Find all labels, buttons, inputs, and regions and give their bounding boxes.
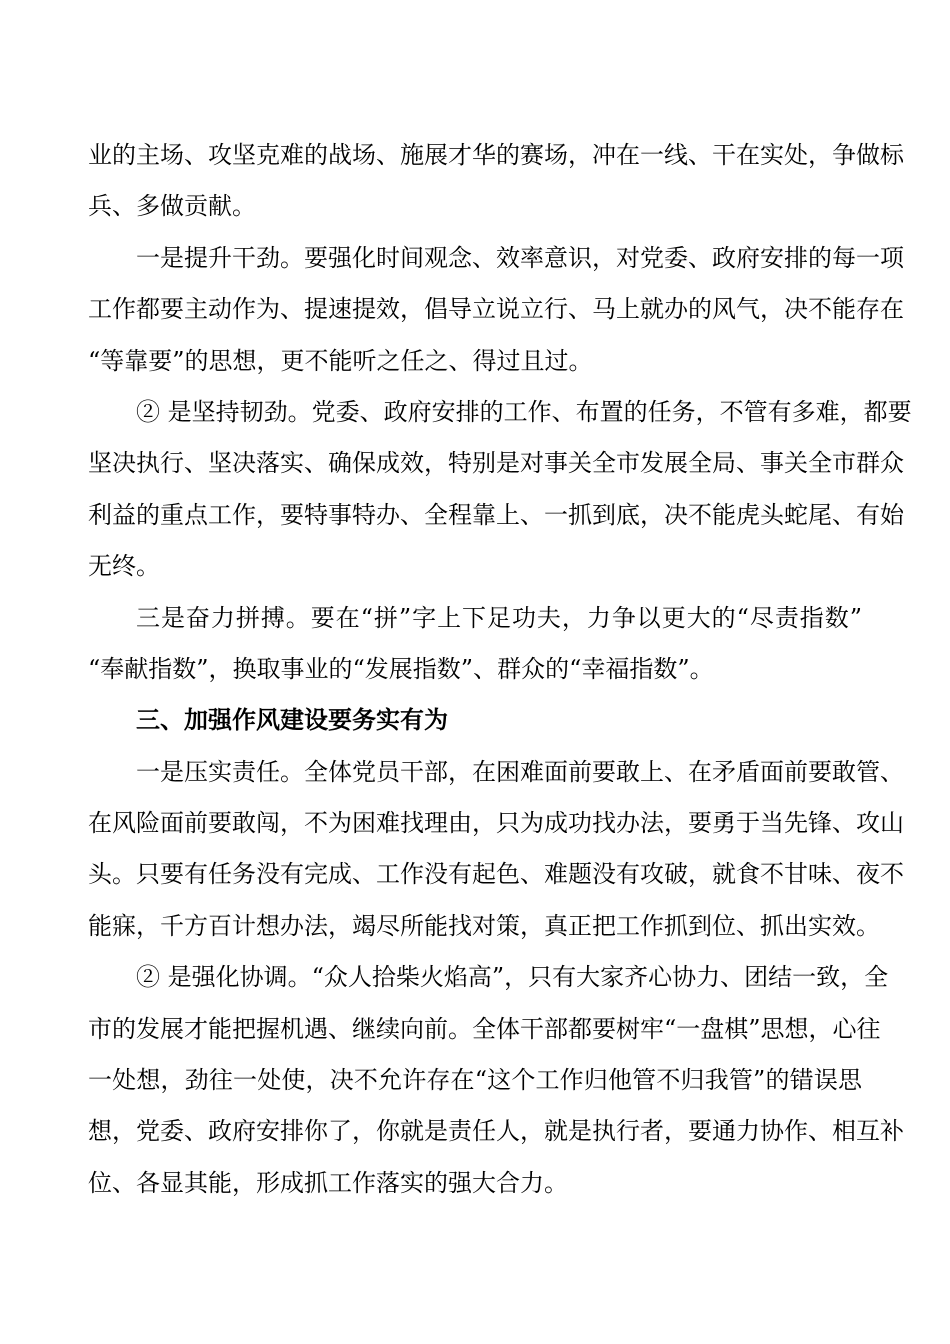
text-line: “奉献指数”，换取事业的“发展指数”、群众的“幸福指数”。 [88, 654, 714, 683]
paragraph-boost-drive [88, 233, 904, 387]
text-line: ② 是坚持韧劲。党委、政府安排的工作、布置的任务，不管有多难，都要 [136, 397, 912, 426]
text-line: 工作都要主动作为、提速提效，倡导立说立行、马上就办的风气，决不能存在 [88, 295, 904, 324]
paragraph-persistence [88, 387, 912, 593]
text-line: 想，党委、政府安排你了，你就是责任人，就是执行者，要通力协作、相互补 [88, 1117, 904, 1146]
text-line: 能寐，千方百计想办法，竭尽所能找对策，真正把工作抓到位、抓出实效。 [88, 911, 880, 940]
document-body [88, 130, 912, 1209]
text-line: 坚决执行、坚决落实、确保成效，特别是对事关全市发展全局、事关全市群众 [88, 449, 904, 478]
text-line: 一处想，劲往一处使，决不允许存在“这个工作归他管不归我管”的错误思 [88, 1066, 862, 1095]
text-line: 头。只要有任务没有完成、工作没有起色、难题没有攻破，就食不甘味、夜不 [88, 860, 904, 889]
paragraph-continuation [88, 130, 904, 233]
heading-text: 三、加强作风建设要务实有为 [136, 706, 448, 735]
text-line: 兵、多做贡献。 [88, 192, 256, 221]
text-line: 业的主场、攻坚克难的战场、施展才华的赛场，冲在一线、干在实处，争做标 [88, 141, 904, 169]
text-line: 三是奋力拼搏。要在“拼”字上下足功夫，力争以更大的“尽责指数” [136, 603, 862, 632]
paragraph-responsibility [88, 747, 904, 953]
text-line: 一是压实责任。全体党员干部，在困难面前要敢上、在矛盾面前要敢管、 [136, 757, 904, 786]
paragraph-coordination [88, 952, 904, 1209]
text-line: 一是提升干劲。要强化时间观念、效率意识，对党委、政府安排的每一项 [136, 243, 904, 272]
text-line: 利益的重点工作，要特事特办、全程靠上、一抓到底，决不能虎头蛇尾、有始 [88, 500, 904, 529]
paragraph-strive [88, 593, 862, 696]
text-line: ② 是强化协调。“众人拾柴火焰高”，只有大家齐心协力、团结一致，全 [136, 963, 889, 992]
text-line: “等靠要”的思想，更不能听之任之、得过且过。 [88, 346, 593, 375]
section-heading [88, 695, 862, 746]
text-line: 无终。 [88, 552, 160, 581]
text-line: 在风险面前要敢闯，不为困难找理由，只为成功找办法，要勇于当先锋、攻山 [88, 809, 904, 838]
text-line: 市的发展才能把握机遇、继续向前。全体干部都要树牢“一盘棋”思想，心往 [88, 1014, 881, 1043]
text-line: 位、各显其能，形成抓工作落实的强大合力。 [88, 1168, 568, 1197]
